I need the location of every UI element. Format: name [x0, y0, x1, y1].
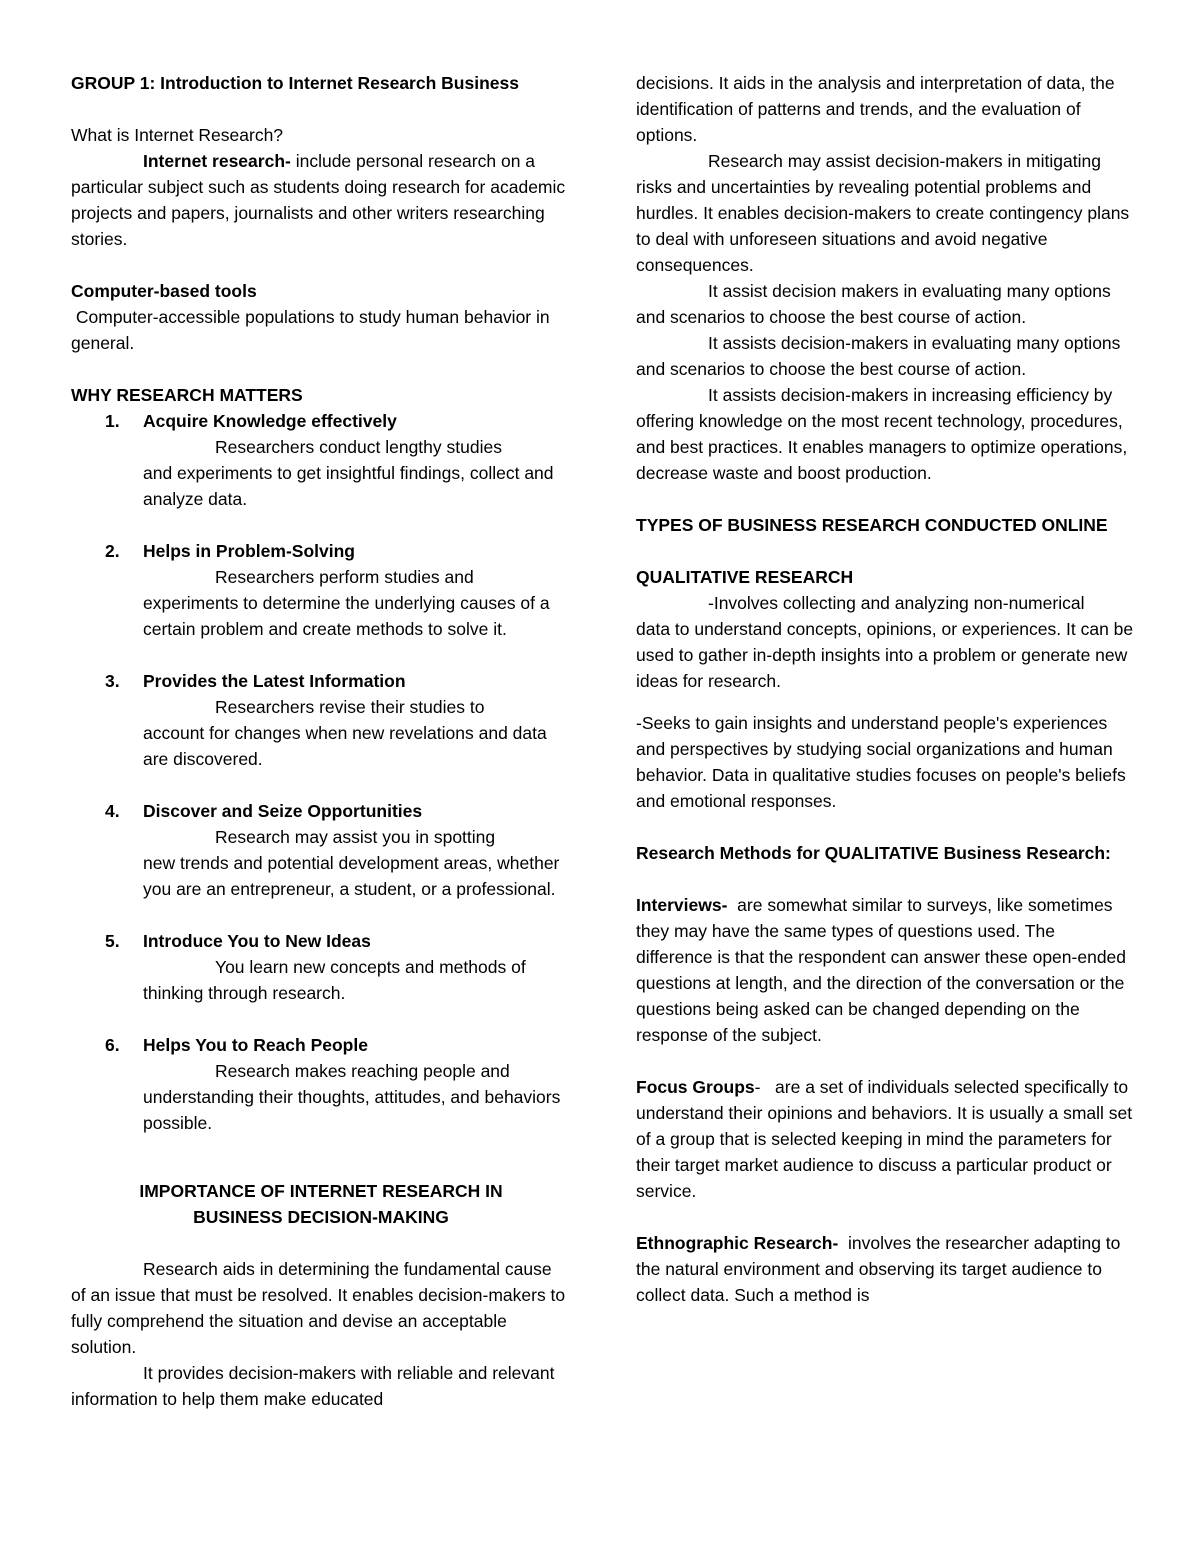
list-item-text: thinking through research. — [143, 983, 346, 1003]
term-focus-groups: Focus Groups — [636, 1077, 755, 1097]
why-research-list — [71, 408, 571, 1136]
list-item-desc: Research may assist you in spotting — [215, 827, 496, 847]
question-line: What is Internet Research? — [71, 125, 284, 145]
list-item-title: Helps in Problem-Solving — [143, 541, 355, 561]
tools-text: Computer-accessible populations to study human behavior in general. — [71, 307, 555, 353]
interviews-paragraph — [636, 892, 1136, 1048]
internet-research-definition — [71, 148, 571, 252]
qualitative-paragraph-1-first: -Involves collecting and analyzing non-numerical — [708, 593, 1085, 613]
list-number: 1. — [105, 411, 120, 431]
continued-paragraph: decisions. It aids in the analysis and interpretation of data, the identification of patterns and trends, and the evaluation of options. — [636, 73, 1115, 145]
term-ethnographic: Ethnographic Research- — [636, 1233, 839, 1253]
list-item-title: Provides the Latest Information — [143, 671, 406, 691]
term-internet-research: Internet research- — [143, 151, 291, 171]
why-research-heading: WHY RESEARCH MATTERS — [71, 385, 303, 405]
right-column — [636, 70, 1136, 1308]
list-number: 2. — [105, 541, 120, 561]
ethnographic-paragraph — [636, 1230, 1136, 1308]
importance-paragraph-2: It provides decision-makers with reliable and relevant information to help them make educated — [71, 1363, 555, 1409]
list-item — [71, 668, 571, 772]
left-column — [71, 70, 571, 1412]
list-number: 6. — [105, 1035, 120, 1055]
list-item — [71, 798, 571, 902]
ethnographic-text: involves the researcher adapting to the natural environment and observing its target audience to collect data. Such a method is — [636, 1233, 1126, 1305]
term-interviews: Interviews- — [636, 895, 728, 915]
list-item — [71, 1032, 571, 1136]
list-item-text: and experiments to get insightful findings, collect and analyze data. — [143, 463, 554, 509]
list-item-title: Helps You to Reach People — [143, 1035, 368, 1055]
list-item-desc: Researchers conduct lengthy studies — [215, 437, 502, 457]
list-number: 3. — [105, 671, 120, 691]
types-heading: TYPES OF BUSINESS RESEARCH CONDUCTED ONLINE — [636, 515, 1108, 535]
list-item-title: Acquire Knowledge effectively — [143, 411, 397, 431]
qualitative-paragraph-2: -Seeks to gain insights and understand people's experiences and perspectives by studying social organizations and human behavior. Data in qualitative studies focuses on people's beliefs and emotional responses. — [636, 713, 1126, 811]
evaluation-paragraph-1: It assist decision makers in evaluating many options and scenarios to choose the best course of action. — [636, 281, 1111, 327]
list-item-title: Introduce You to New Ideas — [143, 931, 371, 951]
focus-groups-paragraph — [636, 1074, 1136, 1204]
interviews-text: are somewhat similar to surveys, like sometimes they may have the same types of questions used. The difference is that the respondent can answer these open-ended questions at length, and the direction of the conversation or the questions being asked can be changed depending on the response of the subject. — [636, 895, 1131, 1045]
list-item-desc: You learn new concepts and methods of — [215, 957, 526, 977]
list-item-desc: Research makes reaching people and — [215, 1061, 510, 1081]
evaluation-paragraph-2: It assists decision-makers in evaluating many options and scenarios to choose the best course of action. — [636, 333, 1121, 379]
importance-paragraph-1: Research aids in determining the fundamental cause of an issue that must be resolved. It enables decision-makers to fully comprehend the situation and devise an acceptable solution. — [71, 1259, 566, 1357]
list-number: 4. — [105, 801, 120, 821]
list-number: 5. — [105, 931, 120, 951]
qualitative-heading: QUALITATIVE RESEARCH — [636, 567, 854, 587]
list-item-text: new trends and potential development areas, whether you are an entrepreneur, a student, or a professional. — [143, 853, 560, 899]
focus-groups-text: - are a set of individuals selected specifically to understand their opinions and behaviors. It is usually a small set of a group that is selected keeping in mind the parameters for their target market audience to discuss a particular product or service. — [636, 1077, 1137, 1201]
list-item — [71, 408, 571, 512]
list-item — [71, 538, 571, 642]
list-item-desc: Researchers revise their studies to — [215, 697, 485, 717]
list-item-text: experiments to determine the underlying causes of a certain problem and create methods to solve it. — [143, 593, 550, 639]
list-item-text: account for changes when new revelations and data are discovered. — [143, 723, 547, 769]
risk-paragraph: Research may assist decision-makers in mitigating risks and uncertainties by revealing potential problems and hurdles. It enables decision-makers to create contingency plans to deal with unforeseen situations and avoid negative consequences. — [636, 151, 1130, 275]
list-item-desc: Researchers perform studies and — [215, 567, 474, 587]
tools-heading: Computer-based tools — [71, 281, 257, 301]
efficiency-paragraph: It assists decision-makers in increasing efficiency by offering knowledge on the most recent technology, procedures, and best practices. It enables managers to optimize operations, decrease waste and boost production. — [636, 385, 1128, 483]
list-item-text: understanding their thoughts, attitudes, and behaviors possible. — [143, 1087, 561, 1133]
list-item-title: Discover and Seize Opportunities — [143, 801, 423, 821]
document-title: GROUP 1: Introduction to Internet Research Business — [71, 73, 519, 93]
internet-research-text: include personal research on a particular subject such as students doing research for academic projects and papers, journalists and other writers researching stories. — [71, 151, 566, 249]
qualitative-paragraph-1-rest: data to understand concepts, opinions, or experiences. It can be used to gather in-depth insights into a problem or generate new ideas for research. — [636, 619, 1134, 691]
importance-heading: IMPORTANCE OF INTERNET RESEARCH IN BUSINESS DECISION-MAKING — [139, 1181, 503, 1227]
methods-heading: Research Methods for QUALITATIVE Business Research: — [636, 843, 1111, 863]
list-item — [71, 928, 571, 1006]
